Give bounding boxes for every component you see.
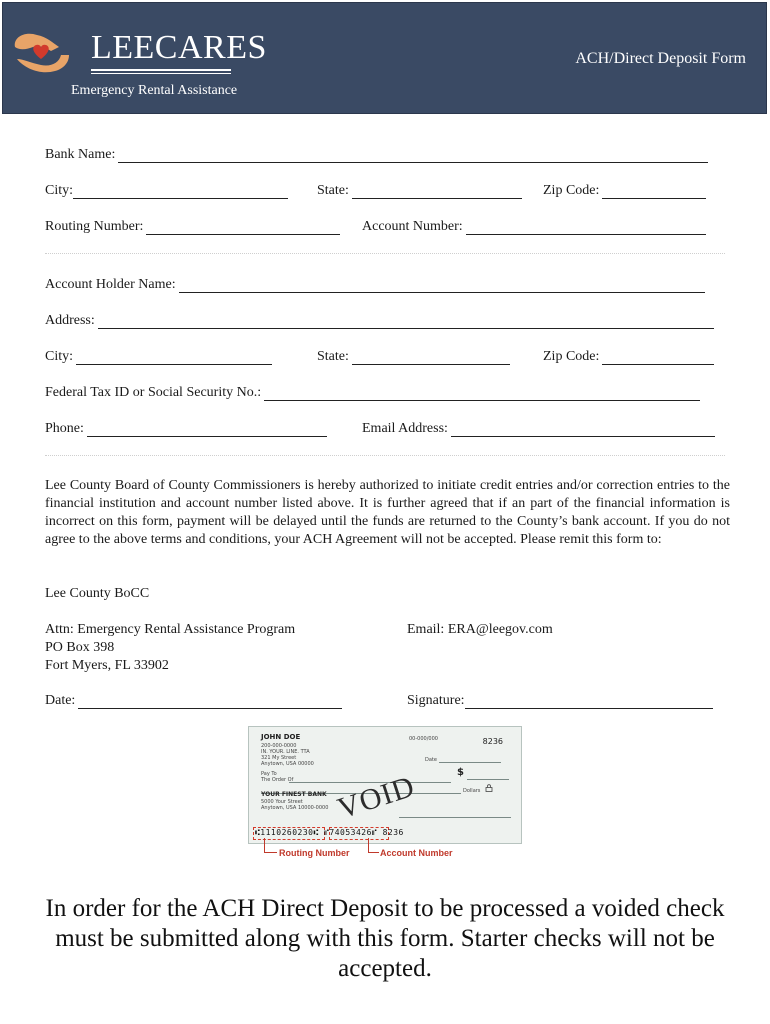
check-number: 8236 [482,737,503,746]
routing-row [45,219,340,235]
date-label: Date: [45,693,76,708]
date-row [45,693,342,709]
micr-routing: ⑆1110260230⑆ [255,828,319,837]
check-holder-line1: 200-000-0000 [261,743,297,749]
check-date-line [439,762,501,763]
check-fraction: 00-000/000 [409,736,438,742]
section-divider [45,253,725,254]
bank-name-row [45,147,708,163]
holder-city-field[interactable] [76,350,272,365]
signature-field[interactable] [465,694,713,709]
signature-label: Signature: [407,693,465,708]
routing-callout-line [264,838,277,853]
bank-zip-label: Zip Code: [543,183,600,198]
holder-zip-row [543,349,714,365]
phone-row [45,421,327,437]
authorization-text: Lee County Board of County Commissioners is hereby authorized to initiate credit entries and/or correction entries to the financial institution and account number listed above. It is further agreed that if an part of the financial information is incorrect on this form, payment will be delayed until the funds are returned to the County’s bank account. If you do not agree to the above terms and conditions, your ACH Agreement will not be accepted. Please remit this form to: [45,478,730,547]
remit-city: Fort Myers, FL 33902 [45,658,169,673]
bank-city-field[interactable] [73,184,288,199]
check-holder-line3: 321 My Street [261,755,297,761]
check-pay-to: Pay To [261,771,277,777]
account-number-caption: Account Number [380,848,453,858]
brand-name: LEECARES [91,29,267,66]
holder-state-label: State: [317,349,349,364]
check-holder-name: JOHN DOE [261,733,301,741]
phone-label: Phone: [45,421,84,436]
address-row [45,313,714,329]
holder-name-row [45,277,705,293]
check-signature-line [399,817,511,818]
bank-name-field[interactable] [118,148,708,163]
sample-voided-check [248,726,522,844]
micr-account: ⑈74053426⑈ [324,828,378,837]
remit-attn: Attn: Emergency Rental Assistance Program [45,622,296,637]
tax-id-label: Federal Tax ID or Social Security No.: [45,385,262,400]
program-subtitle: Emergency Rental Assistance [71,83,238,98]
check-dollar-sign: $ [457,767,464,778]
check-holder-line2: IN. YOUR. LINE. TTA [261,749,310,755]
phone-field[interactable] [87,422,327,437]
form-header [2,2,767,114]
bank-city-row [45,183,288,199]
holder-state-row [317,349,510,365]
routing-number-label: Routing Number: [45,219,144,234]
date-field[interactable] [78,694,342,709]
bank-name-label: Bank Name: [45,147,116,162]
holder-zip-label: Zip Code: [543,349,600,364]
check-bank-addr2: Anytown, USA 10000-0000 [261,805,329,811]
tax-id-field[interactable] [264,386,700,401]
tax-id-row [45,385,700,401]
bank-state-row [317,183,522,199]
email-row [362,421,715,437]
holder-state-field[interactable] [352,350,510,365]
remit-org: Lee County BoCC [45,586,150,601]
holder-zip-field[interactable] [602,350,714,365]
void-stamp: VOID [333,769,420,826]
check-bank-addr1: 5000 Your Street [261,799,303,805]
brand-underline [91,69,231,71]
account-number-label: Account Number: [362,219,463,234]
check-dollars-label: Dollars [463,788,481,794]
check-micr-line [255,828,404,837]
holder-city-row [45,349,272,365]
email-address-field[interactable] [451,422,715,437]
check-holder-line4: Anytown, USA 00000 [261,761,314,767]
remit-po-box: PO Box 398 [45,640,115,655]
signature-row [407,693,713,709]
check-date-label: Date [425,757,437,763]
micr-check-number: 8236 [382,828,404,837]
check-order-of: The Order Of [261,777,294,783]
routing-number-caption: Routing Number [279,848,350,858]
account-row [362,219,706,235]
bank-zip-field[interactable] [602,184,706,199]
bank-city-label: City: [45,183,74,198]
account-number-field[interactable] [466,220,706,235]
account-holder-name-field[interactable] [179,278,705,293]
voided-check-notice: In order for the ACH Direct Deposit to be processed a voided check must be submitted along with this form. Starter checks will not be accepted. [45,895,725,982]
brand-underline-thin [91,73,231,74]
address-label: Address: [45,313,95,328]
routing-number-field[interactable] [146,220,340,235]
remit-email: Email: ERA@leegov.com [407,622,553,637]
bank-state-label: State: [317,183,349,198]
form-title: ACH/Direct Deposit Form [575,50,746,67]
check-bank-name: YOUR FINEST BANK [261,791,327,798]
email-address-label: Email Address: [362,421,448,436]
account-holder-name-label: Account Holder Name: [45,277,176,292]
address-field[interactable] [98,314,714,329]
lock-icon [485,784,493,792]
section-divider-2 [45,455,725,456]
bank-zip-row [543,183,706,199]
check-amount-line [467,779,509,780]
bank-state-field[interactable] [352,184,522,199]
hands-heart-logo-icon [11,25,71,81]
holder-city-label: City: [45,349,74,364]
account-callout-line [368,838,379,853]
